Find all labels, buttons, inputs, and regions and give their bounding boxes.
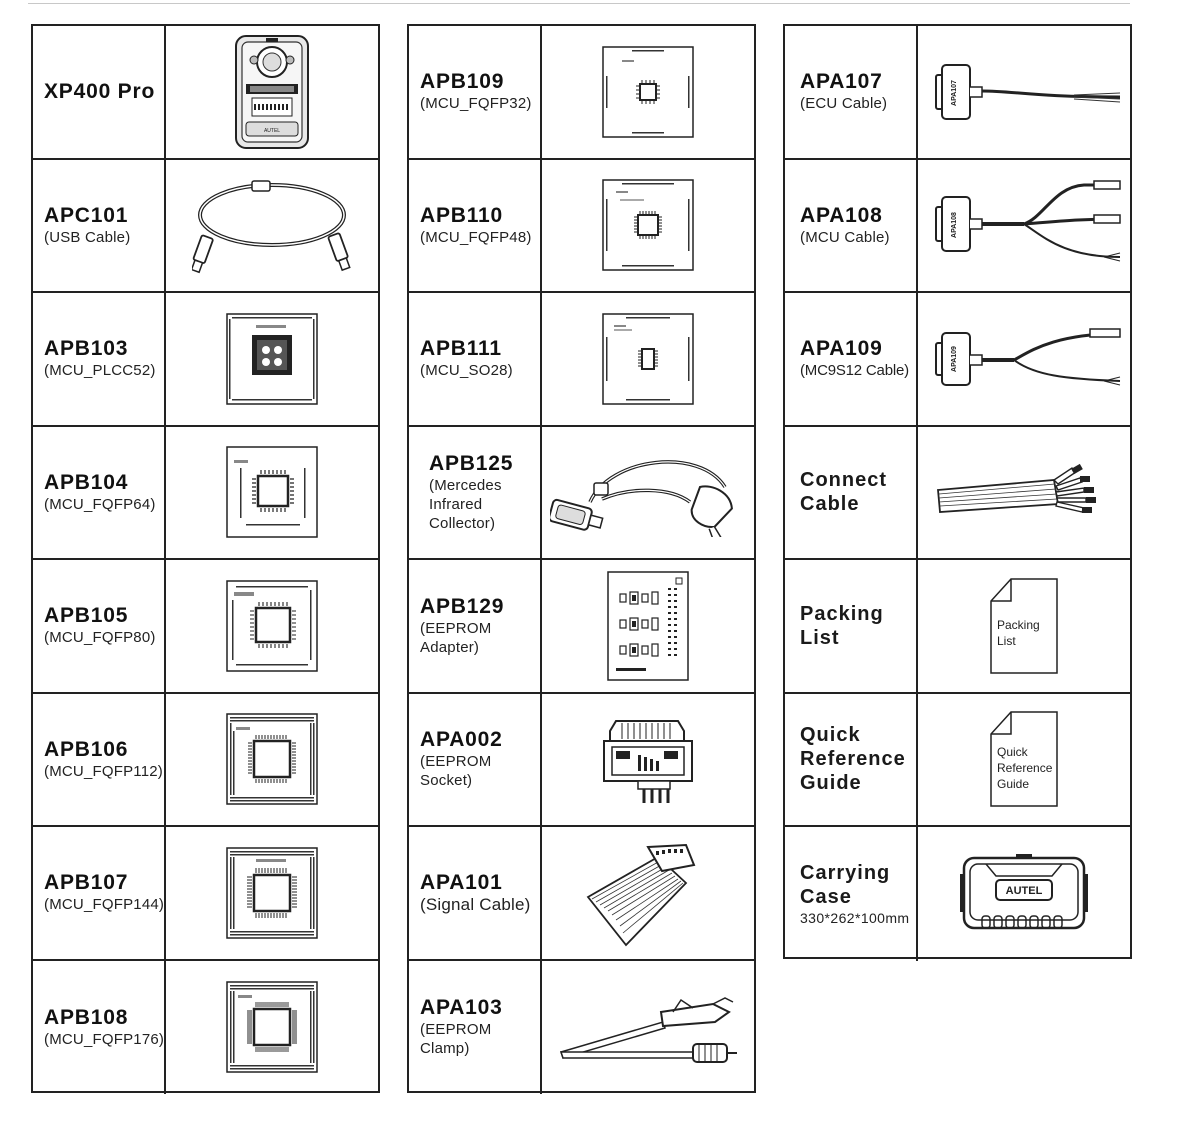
document-label-line: Reference <box>997 761 1053 776</box>
plcc-adapter-board-icon <box>226 313 318 405</box>
fqfp80-adapter-board-icon <box>226 580 318 672</box>
accessory-label <box>409 560 542 692</box>
accessory-label <box>33 694 166 826</box>
accessory-title-line: Guide <box>800 772 862 795</box>
accessory-code: APA101 <box>420 871 503 895</box>
accessory-image <box>542 961 754 1095</box>
accessory-label <box>33 961 166 1095</box>
svg-text:AUTEL: AUTEL <box>263 127 281 134</box>
mc9s12-cable-icon <box>924 319 1124 399</box>
accessory-row-apb103 <box>33 293 378 427</box>
accessory-description: (MC9S12 Cable) <box>800 362 909 380</box>
mcu-cable-icon <box>924 177 1124 273</box>
accessory-code: APB106 <box>44 737 129 761</box>
accessory-label <box>33 26 166 158</box>
accessory-description-line: (Mercedes <box>429 476 502 494</box>
accessory-row-apb125 <box>409 427 754 561</box>
eeprom-clamp-icon <box>553 982 743 1072</box>
accessory-image <box>166 560 378 692</box>
accessory-description: (MCU_FQFP80) <box>44 629 156 647</box>
accessory-label <box>33 827 166 959</box>
infrared-collector-icon <box>550 447 746 537</box>
accessory-image <box>542 427 754 559</box>
accessory-code: XP400 Pro <box>44 79 156 103</box>
accessory-label <box>785 694 918 826</box>
accessory-column-3 <box>783 24 1132 959</box>
accessory-image <box>918 160 1130 292</box>
accessory-description-line: Socket) <box>420 772 473 790</box>
accessory-row-apb111 <box>409 293 754 427</box>
accessory-description-line: Adapter) <box>420 638 480 656</box>
accessory-description: (MCU_SO28) <box>420 362 513 380</box>
accessory-title-line: Carrying <box>800 861 891 884</box>
accessory-row-apa107 <box>785 26 1130 160</box>
document-label-line: Quick <box>997 745 1028 760</box>
accessory-row-xp400-pro <box>33 26 378 160</box>
connector-label: APA109 <box>951 345 958 372</box>
accessory-row-apb129 <box>409 560 754 694</box>
accessory-row-carrying-case <box>785 827 1130 961</box>
accessory-code: APB111 <box>420 337 502 361</box>
accessory-label <box>785 427 918 559</box>
accessory-description: (MCU_FQFP176) <box>44 1030 165 1048</box>
connector-label: APA108 <box>951 212 958 239</box>
accessory-image <box>918 827 1130 961</box>
accessory-label <box>785 293 918 425</box>
accessory-description: (USB Cable) <box>44 228 131 246</box>
accessory-title-line: Connect <box>800 469 887 492</box>
accessory-description: (MCU_FQFP32) <box>420 95 532 113</box>
fqfp176-adapter-board-icon <box>226 981 318 1073</box>
accessory-code: APA109 <box>800 337 883 361</box>
accessory-label <box>33 427 166 559</box>
accessory-row-apa101 <box>409 827 754 961</box>
accessory-row-apa109 <box>785 293 1130 427</box>
carrying-case-icon <box>956 852 1092 936</box>
accessory-code: APB103 <box>44 337 129 361</box>
accessory-image <box>918 26 1130 158</box>
accessory-description: (ECU Cable) <box>800 95 888 113</box>
accessory-label <box>785 827 918 961</box>
ecu-cable-icon <box>924 57 1124 127</box>
accessory-label <box>785 560 918 692</box>
accessory-label <box>409 293 542 425</box>
accessory-row-apb104 <box>33 427 378 561</box>
accessory-title-line: Reference <box>800 748 906 771</box>
connector-label: APA107 <box>951 79 958 106</box>
accessory-image <box>918 293 1130 425</box>
packing-list-document-icon <box>989 577 1059 675</box>
accessory-label <box>409 26 542 158</box>
accessory-description: (MCU Cable) <box>800 228 890 246</box>
accessory-label <box>409 160 542 292</box>
accessory-row-apb107 <box>33 827 378 961</box>
accessory-image <box>166 26 378 158</box>
accessory-image <box>542 26 754 158</box>
accessory-code: APA002 <box>420 728 503 752</box>
accessory-code: APB129 <box>420 594 505 618</box>
accessory-image <box>166 160 378 292</box>
accessory-description: (MCU_FQFP112) <box>44 762 164 780</box>
accessory-label <box>33 293 166 425</box>
xp400-pro-device-icon <box>232 34 312 150</box>
accessory-row-apa103 <box>409 961 754 1095</box>
accessory-image <box>542 560 754 692</box>
accessory-code: APB105 <box>44 604 129 628</box>
eeprom-adapter-board-icon <box>606 570 690 682</box>
accessory-image <box>918 427 1130 559</box>
accessory-description-line: (EEPROM <box>420 753 492 771</box>
accessory-label <box>409 694 542 826</box>
fqfp48-adapter-board-icon <box>602 179 694 271</box>
accessory-description: (MCU_FQFP64) <box>44 495 156 513</box>
accessory-image <box>166 427 378 559</box>
quick-reference-guide-document-icon <box>989 710 1059 808</box>
accessory-column-2 <box>407 24 756 1093</box>
case-brand-label: AUTEL <box>1005 884 1043 897</box>
document-label-line: Packing <box>997 617 1040 632</box>
top-divider-line <box>28 3 1130 4</box>
fqfp32-adapter-board-icon <box>602 46 694 138</box>
accessory-label <box>409 827 542 959</box>
accessory-row-apb105 <box>33 560 378 694</box>
accessory-code: APA107 <box>800 70 883 94</box>
accessory-code: APA103 <box>420 996 503 1020</box>
accessory-row-quick-reference-guide <box>785 694 1130 828</box>
accessory-label <box>409 961 542 1095</box>
accessory-row-connect-cable <box>785 427 1130 561</box>
fqfp144-adapter-board-icon <box>226 847 318 939</box>
accessory-description: (EEPROM Clamp) <box>420 1021 492 1058</box>
accessory-row-apb109 <box>409 26 754 160</box>
eeprom-socket-icon <box>598 711 698 807</box>
accessory-image <box>542 694 754 826</box>
accessory-code: APB109 <box>420 70 505 94</box>
document-label-line: Guide <box>997 777 1030 792</box>
accessory-code: APC101 <box>44 203 129 227</box>
accessory-image <box>166 961 378 1095</box>
accessory-row-apc101 <box>33 160 378 294</box>
usb-cable-icon <box>192 175 352 275</box>
accessory-code: APB125 <box>429 451 514 475</box>
accessory-row-apb106 <box>33 694 378 828</box>
accessory-code: APA108 <box>800 203 883 227</box>
document-label-line: List <box>997 633 1016 648</box>
accessory-image <box>166 827 378 959</box>
accessory-code: APB108 <box>44 1005 129 1029</box>
case-dimensions: 330*262*100mm <box>800 909 910 926</box>
accessory-row-apb108 <box>33 961 378 1095</box>
accessory-row-apb110 <box>409 160 754 294</box>
accessory-image <box>918 560 1130 692</box>
accessory-title-line: List <box>800 626 840 649</box>
accessory-title-line: Packing <box>800 602 884 625</box>
accessory-row-apa108 <box>785 160 1130 294</box>
accessory-description: (Signal Cable) <box>420 895 531 915</box>
accessory-description-line: Collector) <box>429 514 496 532</box>
fqfp64-adapter-board-icon <box>226 446 318 538</box>
accessory-label <box>409 427 542 559</box>
accessory-label <box>33 560 166 692</box>
accessory-title-line: Quick <box>800 724 861 747</box>
accessory-image <box>166 694 378 826</box>
accessory-row-packing-list <box>785 560 1130 694</box>
accessory-image <box>918 694 1130 826</box>
accessory-label <box>785 26 918 158</box>
accessory-image <box>166 293 378 425</box>
accessory-title-line: Cable <box>800 493 860 516</box>
accessory-code: APB110 <box>420 203 504 227</box>
accessory-title-line: Case <box>800 885 852 908</box>
so28-adapter-board-icon <box>602 313 694 405</box>
accessory-image <box>542 827 754 959</box>
signal-ribbon-cable-icon <box>578 837 718 949</box>
fqfp112-adapter-board-icon <box>226 713 318 805</box>
accessory-code: APB104 <box>44 470 129 494</box>
accessory-label <box>33 160 166 292</box>
accessory-row-apa002 <box>409 694 754 828</box>
accessory-description-line: Infrared <box>429 495 483 513</box>
accessory-image <box>542 293 754 425</box>
accessory-column-1 <box>31 24 380 1093</box>
accessory-description: (MCU_PLCC52) <box>44 362 156 380</box>
accessory-label <box>785 160 918 292</box>
accessory-code: APB107 <box>44 871 129 895</box>
connect-cable-bundle-icon <box>934 462 1114 522</box>
accessory-description-line: (EEPROM <box>420 619 492 637</box>
accessory-description: (MCU_FQFP144) <box>44 896 165 914</box>
accessory-image <box>542 160 754 292</box>
accessory-description: (MCU_FQFP48) <box>420 228 532 246</box>
